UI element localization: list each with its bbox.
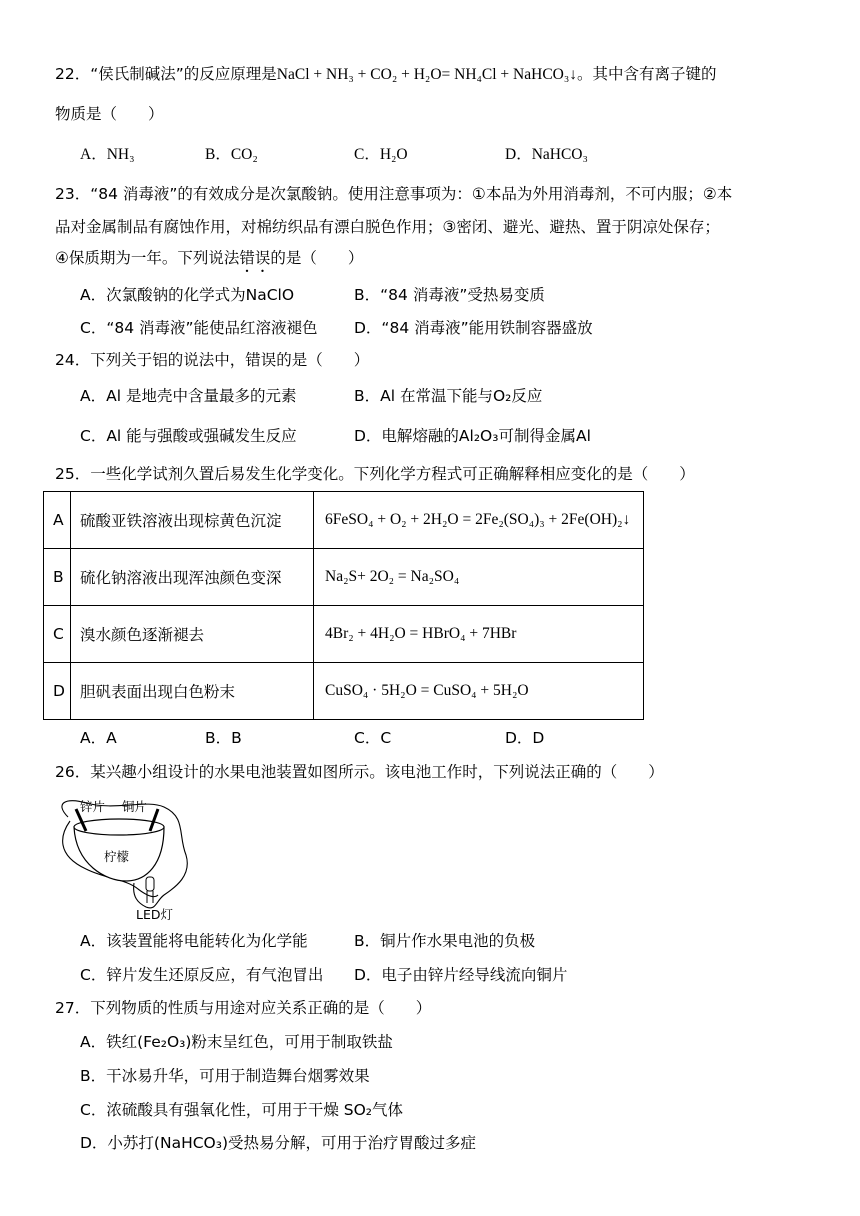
q23-stem-line2: 品对金属制品有腐蚀作用，对棉纺织品有漂白脱色作用；③密闭、避光、避热、置于阴凉处保存； — [55, 218, 720, 236]
row-equation: CuSO₄ · 5H₂O = CuSO₄ + 5H₂O — [314, 663, 644, 720]
table-row — [44, 492, 644, 549]
q26-option-d[interactable]: D．电子由锌片经导线流向铜片 — [354, 966, 568, 984]
row-label: B — [44, 549, 71, 606]
q27-option-d[interactable]: D．小苏打(NaHCO₃)受热易分解，可用于治疗胃酸过多症 — [80, 1134, 477, 1152]
q23-option-c[interactable]: C．“84 消毒液”能使品红溶液褪色 — [80, 319, 318, 337]
q25-option-d[interactable]: D．D — [505, 729, 545, 747]
q23-emphasis: 错误 — [239, 249, 271, 267]
q26-option-b[interactable]: B．铜片作水果电池的负极 — [354, 932, 536, 950]
q23-stem-line1: 23．“84 消毒液”的有效成分是次氯酸钠。使用注意事项为：①本品为外用消毒剂，不可内服；②本 — [55, 185, 733, 203]
row-label: D — [44, 663, 71, 720]
row-equation: 6FeSO₄ + O₂ + 2H₂O = 2Fe₂(SO₄)₃ + 2Fe(OH)₂↓ — [314, 492, 644, 549]
q24-option-c[interactable]: C．Al 能与强酸或强碱发生反应 — [80, 427, 297, 445]
row-description: 溴水颜色逐渐褪去 — [71, 606, 314, 663]
q23-stem-post: 的是（ ） — [270, 249, 364, 267]
q27-option-a[interactable]: A．铁红(Fe₂O₃)粉末呈红色，可用于制取铁盐 — [80, 1033, 393, 1051]
q22-stem-text: 22．“侯氏制碱法”的反应原理是 — [55, 65, 277, 83]
q23-stem-pre: ④保质期为一年。下列说法 — [55, 249, 240, 267]
q23-option-a[interactable]: A．次氯酸钠的化学式为NaClO — [80, 286, 295, 304]
q22-option-d[interactable]: D．NaHCO₃ — [505, 146, 588, 163]
q23-stem-line3 — [55, 248, 363, 276]
row-equation: 4Br₂ + 4H₂O = HBrO₄ + 7HBr — [314, 606, 644, 663]
row-label: C — [44, 606, 71, 663]
led-icon — [146, 877, 154, 891]
q25-option-a[interactable]: A．A — [80, 729, 117, 747]
q27-stem: 27．下列物质的性质与用途对应关系正确的是（ ） — [55, 999, 432, 1017]
q26-option-c[interactable]: C．锌片发生还原反应，有气泡冒出 — [80, 966, 324, 984]
q26-stem: 26．某兴趣小组设计的水果电池装置如图所示。该电池工作时，下列说法正确的（ ） — [55, 763, 664, 781]
q23-option-b[interactable]: B．“84 消毒液”受热易变质 — [354, 286, 545, 304]
q24-option-a[interactable]: A．Al 是地壳中含量最多的元素 — [80, 387, 297, 405]
q25-option-c[interactable]: C．C — [354, 729, 392, 747]
row-description: 胆矾表面出现白色粉末 — [71, 663, 314, 720]
label-led: LED灯 — [136, 907, 173, 922]
table-row — [44, 663, 644, 720]
q22-option-c[interactable]: C．H₂O — [354, 146, 408, 163]
row-label: A — [44, 492, 71, 549]
q22-equation: NaCl + NH₃ + CO₂ + H₂O= NH₄Cl + NaHCO₃↓ — [276, 66, 578, 83]
fruit-battery-diagram — [46, 795, 196, 925]
row-equation: Na₂S+ 2O₂ = Na₂SO₄ — [314, 549, 644, 606]
q24-stem: 24．下列关于铝的说法中，错误的是（ ） — [55, 351, 370, 369]
label-zinc: 锌片 — [80, 799, 106, 814]
q22-stem-line2: 物质是（ ） — [55, 105, 164, 123]
q24-option-d[interactable]: D．电解熔融的Al₂O₃可制得金属Al — [354, 427, 591, 445]
q27-option-c[interactable]: C．浓硫酸具有强氧化性，可用于干燥 SO₂气体 — [80, 1101, 404, 1119]
q22-option-a[interactable]: A．NH₃ — [80, 146, 135, 163]
q22-stem-text-end: 。其中含有离子键的 — [577, 65, 717, 83]
q22-option-b[interactable]: B．CO₂ — [205, 146, 258, 163]
q23-option-d[interactable]: D．“84 消毒液”能用铁制容器盛放 — [354, 319, 593, 337]
q22-stem-line1 — [55, 64, 717, 85]
label-copper: 铜片 — [122, 799, 148, 814]
label-lemon: 柠檬 — [104, 849, 130, 864]
q27-option-b[interactable]: B．干冰易升华，可用于制造舞台烟雾效果 — [80, 1067, 370, 1085]
table-row — [44, 549, 644, 606]
q25-option-b[interactable]: B．B — [205, 729, 242, 747]
row-description: 硫酸亚铁溶液出现棕黄色沉淀 — [71, 492, 314, 549]
table-row — [44, 606, 644, 663]
q25-table — [43, 491, 644, 720]
row-description: 硫化钠溶液出现浑浊颜色变深 — [71, 549, 314, 606]
q24-option-b[interactable]: B．Al 在常温下能与O₂反应 — [354, 387, 543, 405]
q26-option-a[interactable]: A．该装置能将电能转化为化学能 — [80, 932, 308, 950]
q25-stem: 25．一些化学试剂久置后易发生化学变化。下列化学方程式可正确解释相应变化的是（ ） — [55, 465, 695, 483]
